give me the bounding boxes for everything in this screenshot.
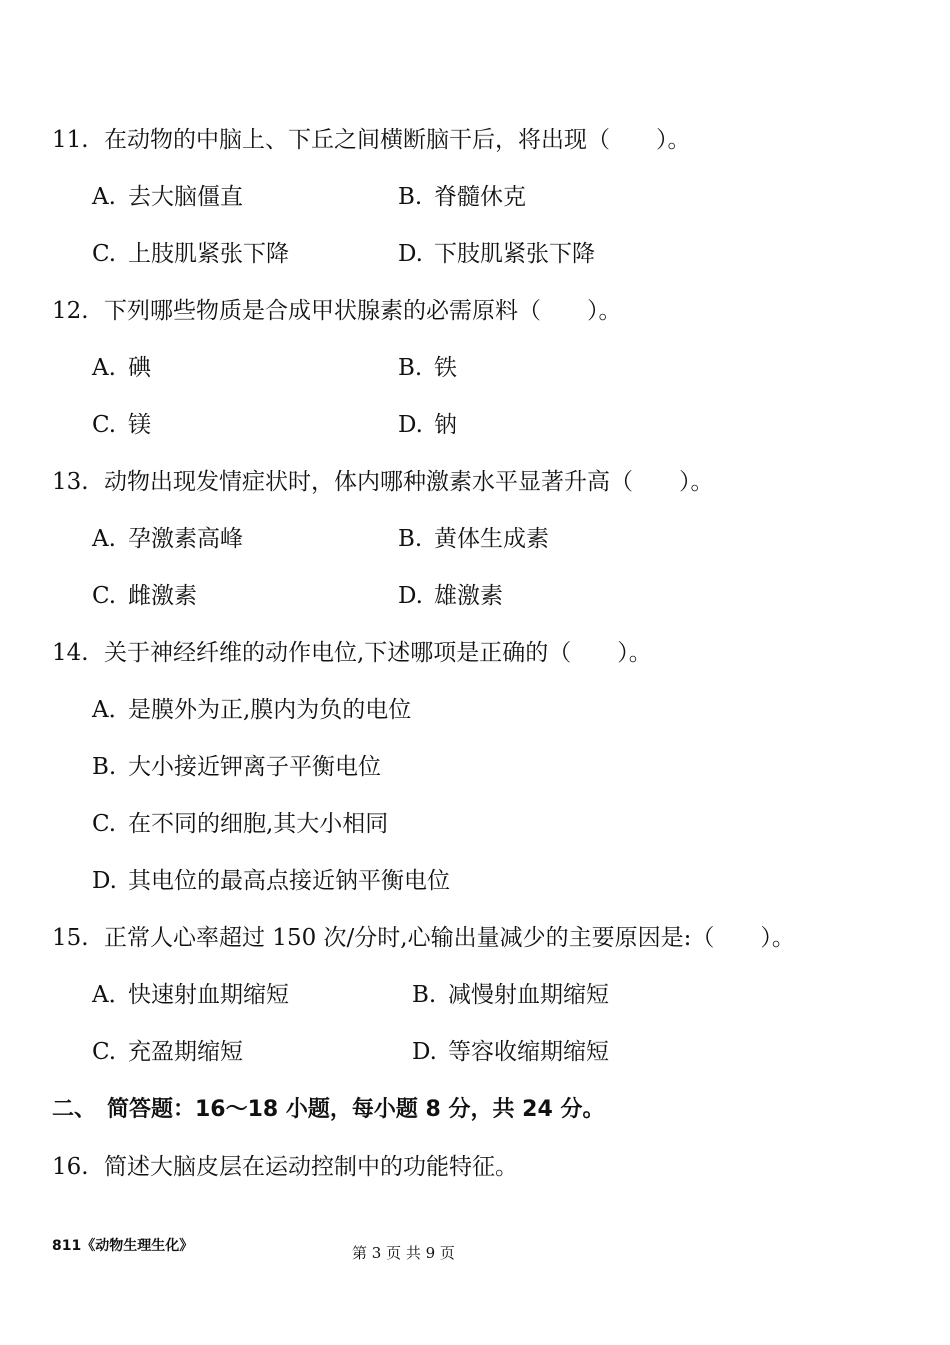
question-number: 11. [52, 127, 89, 153]
question-text: 动物出现发情症状时，体内哪种激素水平显著升高（ ）。 [104, 469, 714, 495]
option-letter: A． [92, 982, 132, 1008]
option-letter: B. [398, 355, 423, 381]
option-15-d [412, 1037, 609, 1067]
option-letter: B. [412, 982, 437, 1008]
option-letter: D. [92, 868, 117, 894]
question-12 [52, 296, 622, 326]
question-14 [52, 638, 652, 668]
question-text: 在动物的中脑上、下丘之间横断脑干后，将出现（ ）。 [104, 127, 691, 153]
option-text: 钠 [434, 412, 457, 438]
option-letter: D. [398, 583, 423, 609]
option-text: 下肢肌紧张下降 [434, 241, 595, 267]
option-15-c [92, 1037, 243, 1067]
option-14-a [92, 695, 411, 725]
option-13-b [398, 524, 549, 554]
option-12-a [92, 353, 151, 383]
question-number: 14. [52, 640, 89, 666]
option-text: 黄体生成素 [434, 526, 549, 552]
option-text: 碘 [128, 355, 151, 381]
page-number: 第 3 页 共 9 页 [352, 1244, 455, 1262]
option-14-b [92, 752, 381, 782]
option-text: 是膜外为正,膜内为负的电位 [128, 697, 412, 723]
question-text: 关于神经纤维的动作电位,下述哪项是正确的（ ）。 [104, 640, 652, 666]
question-number: 13. [52, 469, 89, 495]
option-text: 孕激素高峰 [128, 526, 243, 552]
option-text: 镁 [128, 412, 151, 438]
option-letter: B. [398, 184, 423, 210]
option-14-d [92, 866, 450, 896]
option-letter: C. [92, 412, 117, 438]
course-label: 811《动物生理生化》 [52, 1238, 194, 1254]
option-13-a [92, 524, 243, 554]
option-letter: C. [92, 241, 117, 267]
option-text: 在不同的细胞,其大小相同 [128, 811, 389, 837]
option-11-c [92, 239, 289, 269]
option-13-d [398, 581, 503, 611]
option-letter: D. [398, 412, 423, 438]
option-letter: B. [398, 526, 423, 552]
option-letter: A. [92, 526, 116, 552]
option-13-c [92, 581, 197, 611]
option-text: 雄激素 [434, 583, 503, 609]
question-13 [52, 467, 714, 497]
option-text: 雌激素 [128, 583, 197, 609]
option-text: 去大脑僵直 [128, 184, 243, 210]
option-letter: A. [92, 355, 116, 381]
option-letter: A． [92, 697, 132, 723]
option-text: 大小接近钾离子平衡电位 [128, 754, 381, 780]
option-text: 上肢肌紧张下降 [128, 241, 289, 267]
option-text: 减慢射血期缩短 [448, 982, 609, 1008]
question-number: 16. [52, 1154, 89, 1180]
question-11 [52, 125, 691, 155]
option-15-b [412, 980, 609, 1010]
option-letter: B. [92, 754, 117, 780]
option-letter: A. [92, 184, 116, 210]
option-letter: D. [412, 1039, 437, 1065]
option-text: 等容收缩期缩短 [448, 1039, 609, 1065]
option-12-b [398, 353, 457, 383]
option-11-b [398, 182, 526, 212]
option-letter: C. [92, 583, 117, 609]
question-16 [52, 1152, 518, 1182]
question-15 [52, 923, 795, 953]
option-15-a [92, 980, 289, 1010]
option-11-d [398, 239, 595, 269]
question-text: 正常人心率超过 150 次/分时,心输出量减少的主要原因是:（ ）。 [104, 925, 795, 951]
option-text: 铁 [434, 355, 457, 381]
option-14-c [92, 809, 388, 839]
option-11-a [92, 182, 243, 212]
option-text: 脊髓休克 [434, 184, 526, 210]
option-text: 充盈期缩短 [128, 1039, 243, 1065]
option-letter: D. [398, 241, 423, 267]
option-12-c [92, 410, 151, 440]
question-text: 下列哪些物质是合成甲状腺素的必需原料（ ）。 [104, 298, 622, 324]
option-letter: C. [92, 1039, 117, 1065]
option-12-d [398, 410, 457, 440]
section-heading: 二、 简答题：16～18 小题，每小题 8 分，共 24 分。 [52, 1097, 605, 1122]
option-text: 其电位的最高点接近钠平衡电位 [128, 868, 450, 894]
question-number: 12. [52, 298, 89, 324]
question-number: 15. [52, 925, 89, 951]
option-text: 快速射血期缩短 [128, 982, 289, 1008]
option-letter: C. [92, 811, 117, 837]
question-text: 简述大脑皮层在运动控制中的功能特征。 [104, 1154, 518, 1180]
